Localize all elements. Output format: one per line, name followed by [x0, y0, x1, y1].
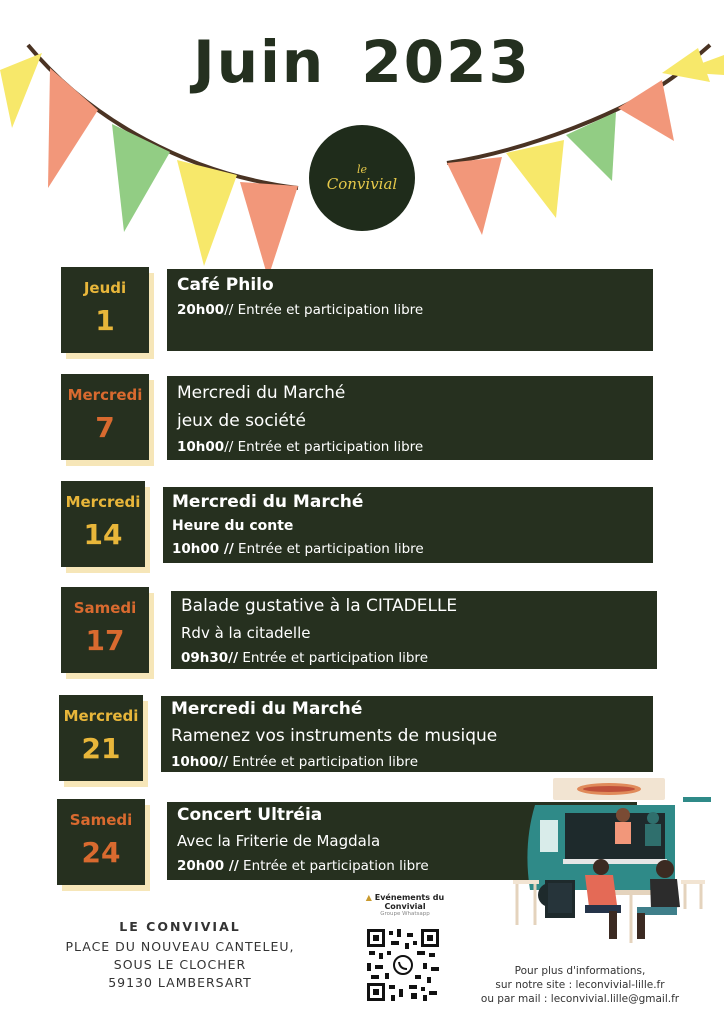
info-line-3: ou par mail : leconvivial.lille@gmail.fr [480, 993, 680, 1005]
event-details [167, 269, 653, 351]
qr-code [367, 929, 439, 1001]
event-day-name: Jeudi [83, 279, 127, 297]
event-subtitle: Ramenez vos instruments de musique [171, 726, 498, 746]
event-day-name: Samedi [73, 599, 137, 617]
event-title: Concert Ultréia [177, 805, 323, 825]
event-day-number: 17 [85, 624, 125, 657]
event-date-box [61, 374, 149, 460]
address-block [60, 918, 300, 992]
address-line-1: PLACE DU NOUVEAU CANTELEU, [65, 939, 295, 954]
event-subtitle: jeux de société [177, 411, 306, 431]
event-info [177, 298, 653, 322]
event-title: Mercredi du Marché [177, 383, 346, 403]
event-info [172, 537, 653, 561]
event-details [167, 376, 653, 460]
event-day-name: Mercredi [63, 707, 139, 725]
event-title: Mercredi du Marché [171, 699, 363, 719]
event-time: 10h00 [177, 439, 225, 455]
event-time: 10h00 // [172, 541, 234, 557]
event-note: // Entrée et participation libre [224, 439, 424, 455]
event-note: Entrée et participation libre [228, 754, 418, 770]
event-info [171, 750, 653, 774]
event-info [181, 646, 657, 670]
event-day-number: 7 [95, 411, 115, 444]
event-details [163, 487, 653, 563]
event-title: Balade gustative à la CITADELLE [181, 596, 458, 616]
event-date-box [59, 695, 143, 781]
event-note: // Entrée et participation libre [224, 302, 424, 318]
whatsapp-group-icon: ▲ [365, 893, 372, 902]
qr-label: Evénements du Convivial [374, 893, 445, 911]
logo-small-text: le [356, 163, 368, 176]
event-day-number: 21 [81, 732, 121, 765]
event-date-box [61, 481, 145, 567]
qr-sublabel: Groupe Whatsapp [380, 911, 430, 917]
event-details [161, 696, 653, 772]
event-time: 09h30// [181, 650, 239, 666]
event-day-number: 1 [95, 304, 115, 337]
event-subtitle: Rdv à la citadelle [181, 624, 311, 642]
event-details [171, 591, 657, 669]
event-date-box [61, 267, 149, 353]
event-time: 10h00// [171, 754, 229, 770]
event-subtitle: Heure du conte [172, 518, 294, 534]
event-date-box [57, 799, 145, 885]
event-subtitle: Avec la Friterie de Magdala [177, 832, 381, 850]
logo-name: Convivial [326, 175, 398, 193]
event-info [177, 435, 653, 459]
event-note: Entrée et participation libre [238, 650, 428, 666]
event-date-box [61, 587, 149, 673]
food-truck-illustration [505, 775, 715, 950]
venue-name: LE CONVIVIAL [119, 919, 241, 934]
event-time: 20h00 [177, 302, 225, 318]
qr-header [350, 893, 460, 917]
event-note: Entrée et participation libre [233, 541, 424, 557]
page-title: Juin 2023 [193, 28, 531, 96]
event-day-name: Samedi [69, 811, 133, 829]
event-day-number: 14 [83, 518, 123, 551]
info-line-1: Pour plus d'informations, [514, 965, 646, 977]
event-day-number: 24 [81, 836, 121, 869]
info-line-2: sur notre site : leconvivial-lille.fr [495, 979, 665, 991]
event-note: Entrée et participation libre [238, 858, 429, 874]
event-title: Café Philo [177, 275, 274, 295]
event-time: 20h00 // [177, 858, 239, 874]
address-line-3: 59130 LAMBERSART [108, 975, 252, 990]
address-line-2: SOUS LE CLOCHER [113, 957, 247, 972]
event-day-name: Mercredi [65, 493, 141, 511]
event-title: Mercredi du Marché [172, 492, 364, 512]
convivial-logo [309, 125, 415, 231]
info-block [480, 964, 680, 1006]
event-day-name: Mercredi [67, 386, 143, 404]
